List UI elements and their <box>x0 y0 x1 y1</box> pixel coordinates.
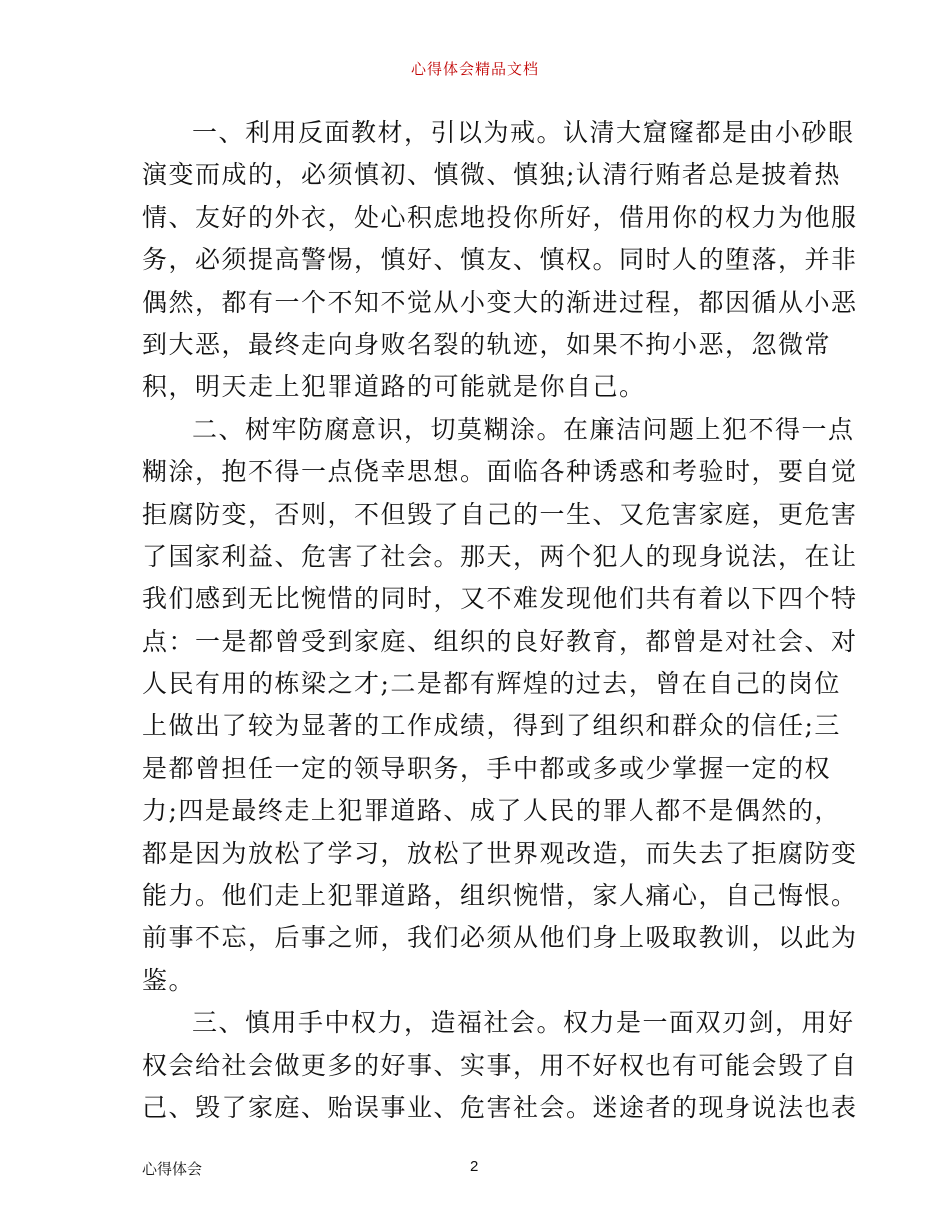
text-line: 积，明天走上犯罪道路的可能就是你自己。 <box>142 372 646 402</box>
text-line: 一、利用反面教材，引以为戒。认清大窟窿都是由小砂眼 <box>192 118 855 147</box>
text-line: 己、毁了家庭、贻误事业、危害社会。迷途者的现身说法也表 <box>142 1092 858 1122</box>
text-line: 情、友好的外衣，处心积虑地投你所好，借用你的权力为他服 <box>142 202 858 232</box>
text-line: 是都曾担任一定的领导职务，手中都或多或少掌握一定的权 <box>142 753 832 783</box>
text-line: 到大恶，最终走向身败名裂的轨迹，如果不拘小恶，忽微常 <box>142 329 832 359</box>
text-line: 力;四是最终走上犯罪道路、成了人民的罪人都不是偶然的， <box>142 796 841 826</box>
text-line: 能力。他们走上犯罪道路，组织惋惜，家人痛心，自己悔恨。 <box>142 881 858 911</box>
text-line: 权会给社会做更多的好事、实事，用不好权也有可能会毁了自 <box>142 1050 858 1080</box>
text-line: 人民有用的栋梁之才;二是都有辉煌的过去，曾在自己的岗位 <box>142 669 841 699</box>
text-line: 偶然，都有一个不知不觉从小变大的渐进过程，都因循从小恶 <box>142 287 858 317</box>
text-line: 了国家利益、危害了社会。那天，两个犯人的现身说法，在让 <box>142 541 858 571</box>
text-line: 拒腐防变，否则，不但毁了自己的一生、又危害家庭，更危害 <box>142 499 858 529</box>
text-line: 务，必须提高警惕，慎好、慎友、慎权。同时人的堕落，并非 <box>142 245 858 275</box>
text-line: 三、慎用手中权力，造福社会。权力是一面双刃剑，用好 <box>192 1008 855 1038</box>
text-line: 上做出了较为显著的工作成绩，得到了组织和群众的信任;三 <box>142 711 841 741</box>
text-line: 前事不忘，后事之师，我们必须从他们身上吸取教训，以此为 <box>142 923 858 953</box>
text-line: 演变而成的，必须慎初、慎微、慎独;认清行贿者总是披着热 <box>142 160 841 190</box>
document-header-title: 心得体会精品文档 <box>410 60 539 78</box>
text-line: 二、树牢防腐意识，切莫糊涂。在廉洁问题上犯不得一点 <box>192 414 855 444</box>
text-line: 点：一是都曾受到家庭、组织的良好教育，都曾是对社会、对 <box>142 626 858 656</box>
text-line: 糊涂，抱不得一点侥幸思想。面临各种诱惑和考验时，要自觉 <box>142 457 858 487</box>
text-line: 都是因为放松了学习，放松了世界观改造，而失去了拒腐防变 <box>142 838 858 868</box>
page-number: 2 <box>470 1158 479 1175</box>
footer-label: 心得体会 <box>142 1160 203 1178</box>
text-line: 我们感到无比惋惜的同时，又不难发现他们共有着以下四个特 <box>142 584 858 614</box>
document-body <box>142 112 858 1129</box>
text-line: 鉴。 <box>142 965 196 995</box>
